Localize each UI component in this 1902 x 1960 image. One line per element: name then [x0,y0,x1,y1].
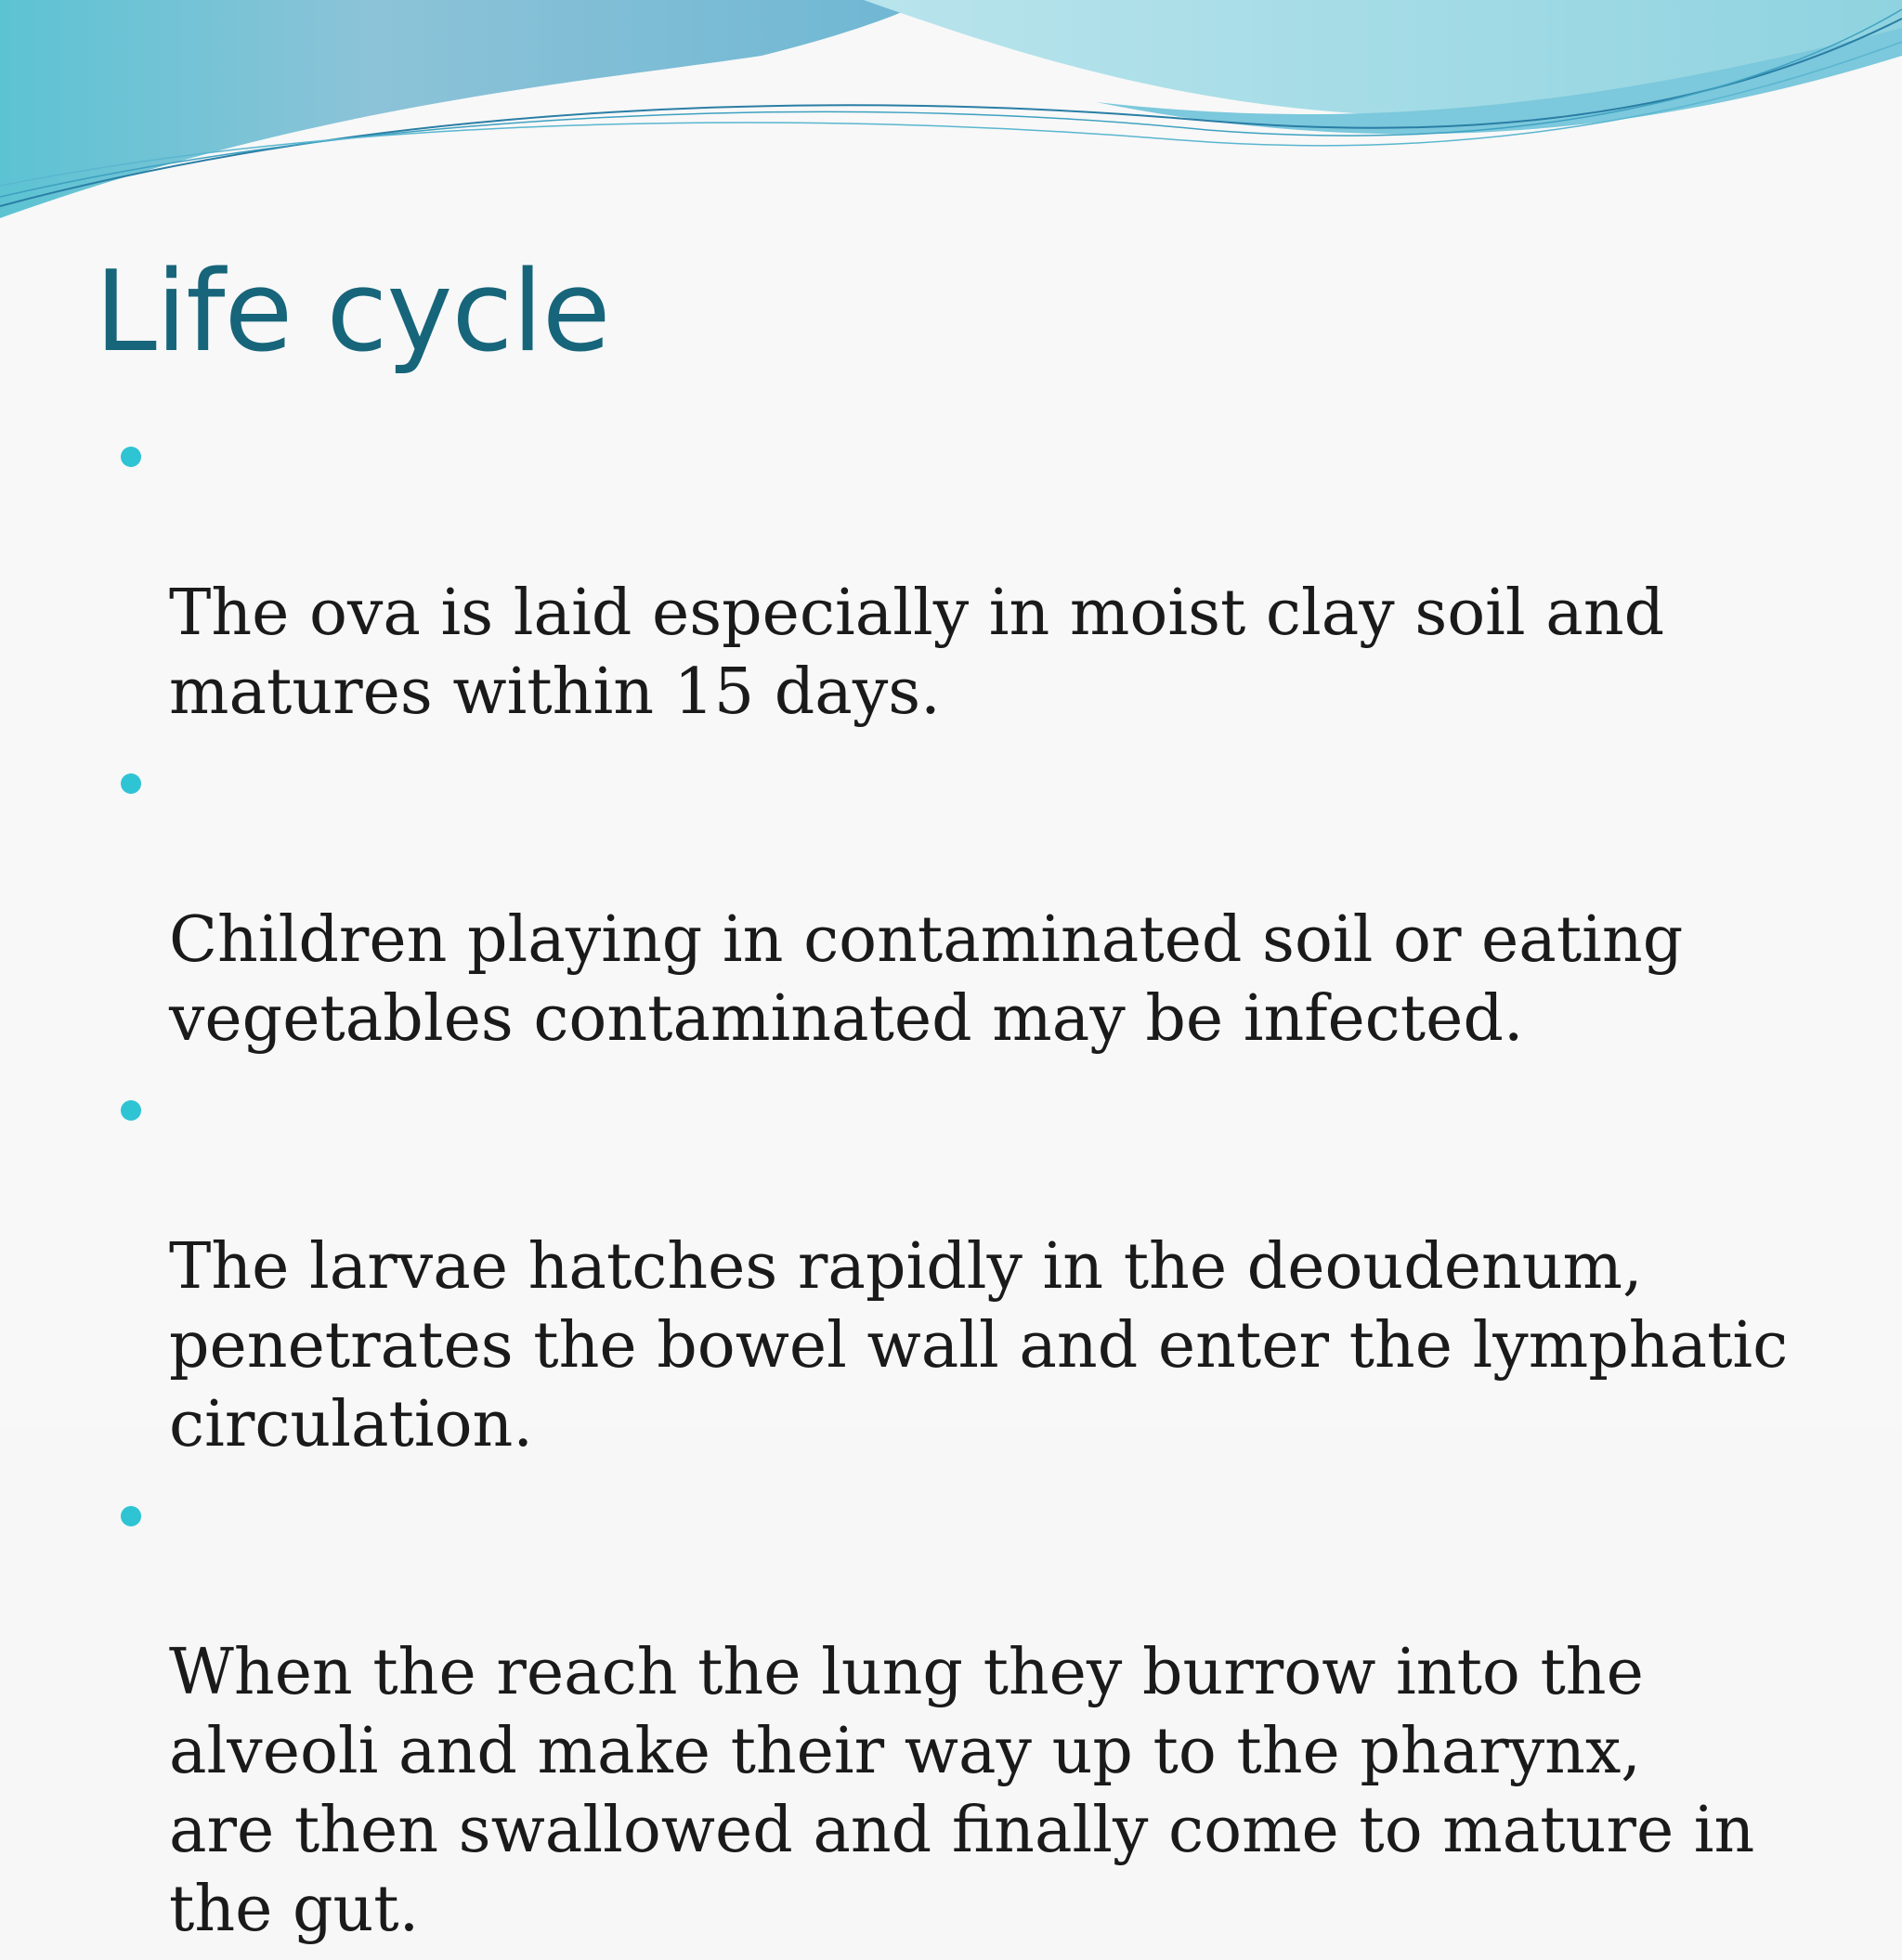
bullet-dot-icon [121,447,141,467]
bullet-list [121,416,1885,1960]
bullet-item [121,743,1885,1058]
bullet-dot-icon [121,1506,141,1526]
bullet-item [121,416,1885,732]
bullet-text: The ova is laid especially in moist clay soil and matures within 15 days. [169,577,1665,729]
bullet-text: Children playing in contaminated soil or eating vegetables contaminated may be infected. [169,903,1684,1056]
bullet-item [121,1070,1885,1464]
slide-title: Life cycle [95,248,610,377]
bullet-item [121,1475,1885,1949]
bullet-text: When the reach the lung they burrow into the alveoli and make their way up to the pharynx, are then swallowed and finally come to mature in the gut. [169,1636,1755,1946]
bullet-text: The larvae hatches rapidly in the deoudenum, penetrates the bowel wall and enter the lymphatic circulation. [169,1230,1789,1461]
header-wave-decoration [0,0,1902,223]
bullet-dot-icon [121,773,141,794]
bullet-dot-icon [121,1100,141,1121]
